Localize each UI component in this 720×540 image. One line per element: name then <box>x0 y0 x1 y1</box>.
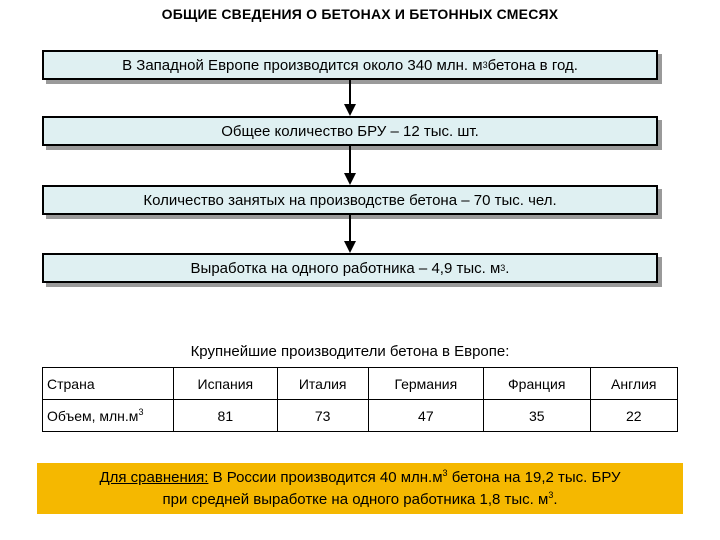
flow-box-productivity: Выработка на одного работника – 4,9 тыс. м 3 . <box>42 253 658 283</box>
country-cell: Испания <box>174 368 278 400</box>
superscript: 3 <box>442 468 448 478</box>
comparison-line-1 <box>37 467 683 489</box>
comparison-text: . <box>553 491 558 508</box>
comparison-lead: Для сравнения: <box>99 469 209 486</box>
row-label-volume <box>43 400 174 432</box>
flow-box-text: Количество занятых на производстве бетона – 70 тыс. чел. <box>143 191 557 209</box>
arrow-down-icon <box>343 80 357 116</box>
producers-caption: Крупнейшие производители бетона в Европе: <box>190 343 510 360</box>
table-row-countries <box>43 368 678 400</box>
table-row-volume <box>43 400 678 432</box>
arrow-down-icon <box>343 146 357 185</box>
volume-cell: 22 <box>590 400 677 432</box>
comparison-text: бетона на 19,2 тыс. БРУ <box>447 469 621 486</box>
row-label-country: Страна <box>43 368 174 400</box>
superscript: 3 <box>138 406 144 417</box>
arrow-down-icon <box>343 215 357 253</box>
flow-box-text: Общее количество БРУ – 12 тыс. шт. <box>221 122 479 140</box>
country-cell: Италия <box>277 368 368 400</box>
comparison-line-2 <box>37 489 683 511</box>
comparison-note <box>37 463 683 514</box>
page-title: ОБЩИЕ СВЕДЕНИЯ О БЕТОНАХ И БЕТОННЫХ СМЕСЯХ <box>161 6 559 22</box>
flow-box-concrete-output: В Западной Европе производится около 340 млн. м 3 бетона в год. <box>42 50 658 80</box>
country-cell: Англия <box>590 368 677 400</box>
volume-cell: 81 <box>174 400 278 432</box>
flow-box-plant-count <box>42 116 658 146</box>
country-cell: Германия <box>368 368 483 400</box>
flow-box-tail: . <box>505 259 510 277</box>
row-label-text: Объем, млн.м <box>47 407 139 424</box>
comparison-text: при средней выработке на одного работника 1,8 тыс. м <box>162 491 549 508</box>
producers-table <box>42 367 678 432</box>
flow-box-tail: бетона в год. <box>487 56 578 74</box>
volume-cell: 47 <box>368 400 483 432</box>
volume-cell: 73 <box>277 400 368 432</box>
country-cell: Франция <box>483 368 590 400</box>
flow-box-text: Выработка на одного работника – 4,9 тыс. м <box>190 259 501 277</box>
flow-box-text: В Западной Европе производится около 340 млн. м <box>122 56 483 74</box>
flow-box-employees <box>42 185 658 215</box>
comparison-text: В России производится 40 млн.м <box>208 469 443 486</box>
volume-cell: 35 <box>483 400 590 432</box>
superscript: 3 <box>548 490 554 500</box>
